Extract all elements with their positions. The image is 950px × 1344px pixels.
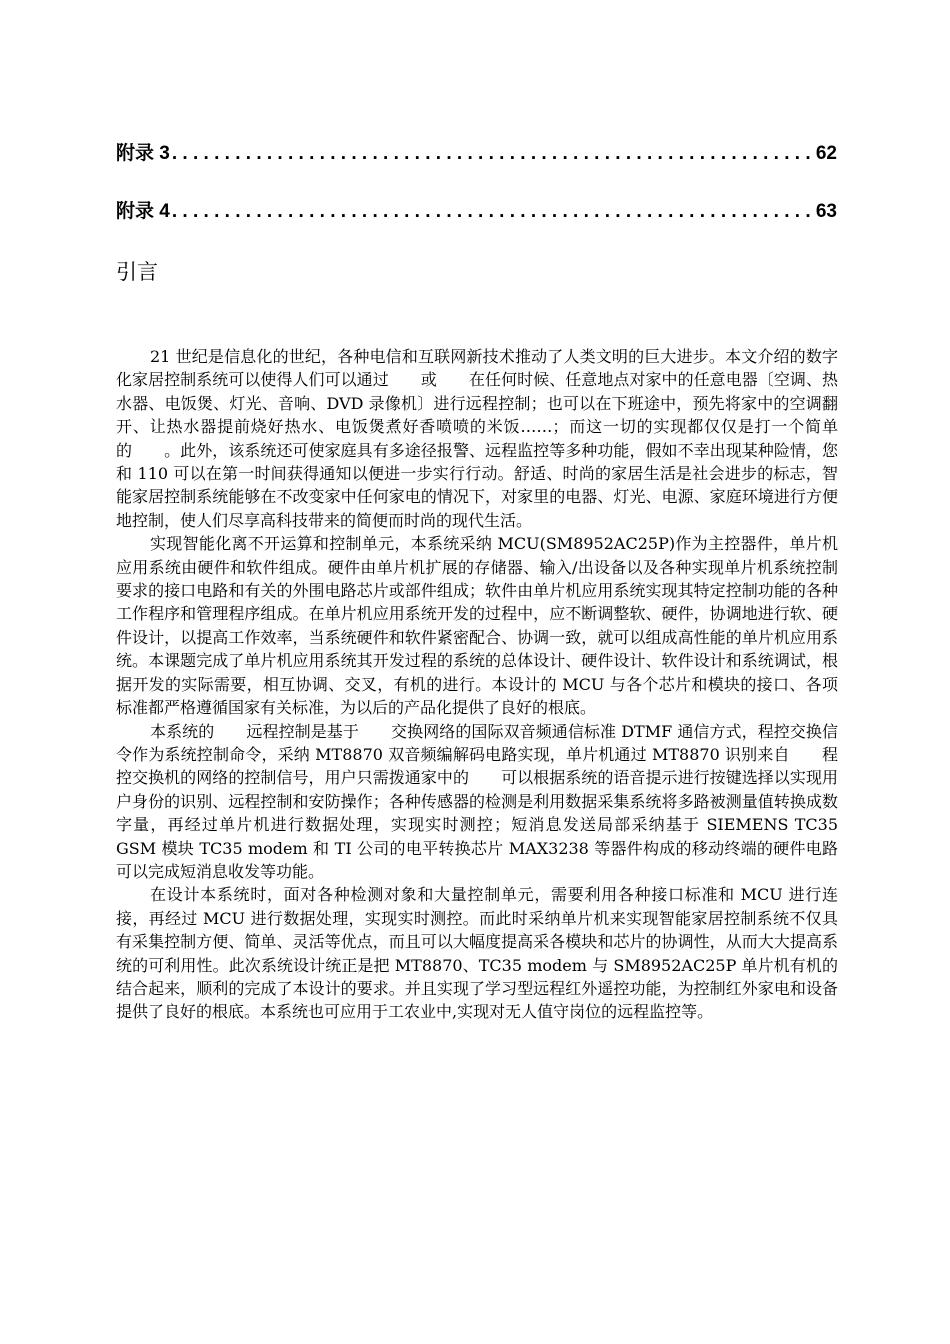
toc-page-number: 62 xyxy=(815,143,837,164)
toc-dot-leader xyxy=(172,201,814,223)
paragraph: 实现智能化离不开运算和控制单元，本系统采纳 MCU(SM8952AC25P)作为主控器件，单片机应用系统由硬件和软件组成。硬件由单片机扩展的存储器、输入/出设备以及各种实现单片机系统控制要求的接口电路和有关的外围电路芯片或部件组成；软件由单片机应用系统实现其特定控制功能的各种工作程序和管理程序组成。在单片机应用系统开发的过程中，应不断调整软、硬件，协调地进行软、硬件设计，以提高工作效率，当系统硬件和软件紧密配合、协调一致，就可以组成高性能的单片机应用系统。本课题完成了单片机应用系统其开发过程的系统的总体设计、硬件设计、软件设计和系统调试，根据开发的实际需要，相互协调、交叉，有机的进行。本设计的 MCU 与各个芯片和模块的接口、各项标准都严格遵循国家有关标准，为以后的产品化提供了良好的根底。 xyxy=(116,534,838,718)
section-heading: 引言 xyxy=(116,260,158,284)
toc-entry-appendix-4[interactable] xyxy=(116,196,837,226)
toc-dot-leader xyxy=(172,143,814,165)
paragraph: 21 世纪是信息化的世纪，各种电信和互联网新技术推动了人类文明的巨大进步。本文介绍的数字化家居控制系统可以使得人们可以通过 或 在任何时候、任意地点对家中的任意电器〔空调、热水器、电饭煲、灯光、音响、DVD 录像机〕进行远程控制；也可以在下班途中，预先将家中的空调翻开、让热水器提前烧好热水、电饭煲煮好香喷喷的米饭……；而这一切的实现都仅仅是打一个简单的 。此外，该系统还可使家庭具有多途径报警、远程监控等多种功能，假如不幸出现某种险情，您和 110 可以在第一时间获得通知以便进一步实行行动。舒适、时尚的家居生活是社会进步的标志，智能家居控制系统能够在不改变家中任何家电的情况下，对家里的电器、灯光、电源、家庭环境进行方便地控制，使人们尽享高科技带来的简便而时尚的现代生活。 xyxy=(116,347,838,530)
paragraph: 本系统的 远程控制是基于 交换网络的国际双音频通信标准 DTMF 通信方式，程控交换信令作为系统控制命令，采纳 MT8870 双音频编解码电路实现，单片机通过 MT8870 识别来自 程控交换机的网络的控制信号，用户只需拨通家中的 可以根据系统的语音提示进行按键选择以实现用户身份的识别、远程控制和安防操作；各种传感器的检测是利用数据采集系统将多路被测量值转换成数字量，再经过单片机进行数据处理，实现实时测控；短消息发送局部采纳基于 SIEMENS TC35 GSM 模块 TC35 modem 和 TI 公司的电平转换芯片 MAX3238 等器件构成的移动终端的硬件电路可以完成短消息收发等功能。 xyxy=(116,721,838,881)
paragraph: 在设计本系统时，面对各种检测对象和大量控制单元，需要利用各种接口标准和 MCU 进行连接，再经过 MCU 进行数据处理，实现实时测控。而此时采纳单片机来实现智能家居控制系统不仅具有采集控制方便、简单、灵活等优点，而且可以大幅度提高采各模块和芯片的协调性，从而大大提高系统的可利用性。此次系统设计统正是把 MT8870、TC35 modem 与 SM8952AC25P 单片机有机的结合起来，顺利的完成了本设计的要求。并且实现了学习型远程红外遥控功能，为控制红外家电和设备提供了良好的根底。本系统也可应用于工农业中,实现对无人值守岗位的远程监控等。 xyxy=(116,885,838,1022)
body-text xyxy=(116,345,838,1024)
toc-entry-label: 附录 3 xyxy=(116,143,170,164)
toc-page-number: 63 xyxy=(815,201,837,222)
toc-entry-appendix-3[interactable] xyxy=(116,138,837,168)
toc-entry-label: 附录 4 xyxy=(116,201,170,222)
